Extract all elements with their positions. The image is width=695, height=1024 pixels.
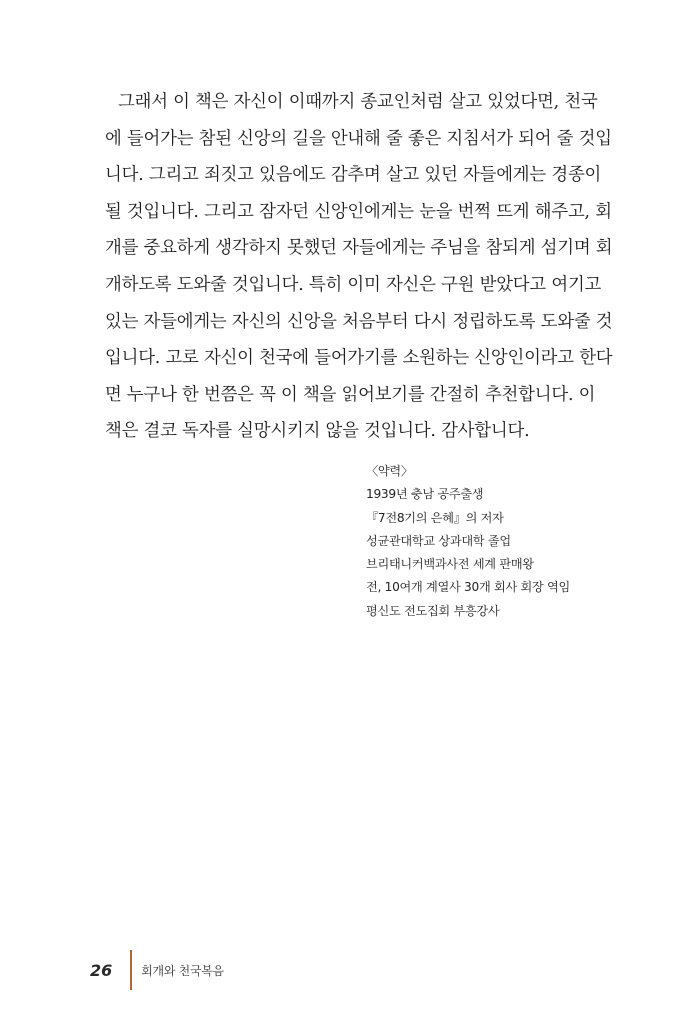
paragraph-line: 개하도록 도와줄 것입니다. 특히 이미 자신은 구원 받았다고 여기고 xyxy=(105,274,602,295)
paragraph-line: 니다. 그리고 죄짓고 있음에도 감추며 살고 있던 자들에게는 경종이 xyxy=(105,165,602,186)
profile-item: 전, 10여개 계열사 30개 회사 회장 역임 xyxy=(366,580,570,595)
profile-item: 1939년 충남 공주출생 xyxy=(366,487,484,502)
paragraph-line: 에 들어가는 참된 신앙의 길을 안내해 줄 좋은 지침서가 되어 줄 것입 xyxy=(105,128,612,149)
paragraph-line: 면 누구나 한 번쯤은 꼭 이 책을 읽어보기를 간절히 추천합니다. 이 xyxy=(105,384,596,405)
body-paragraph xyxy=(105,84,613,450)
profile-heading: 〈약력〉 xyxy=(366,464,413,478)
paragraph-line: 개를 중요하게 생각하지 못했던 자들에게는 주님을 참되게 섬기며 회 xyxy=(105,238,613,259)
paragraph-line: 있는 자들에게는 자신의 신앙을 처음부터 다시 정립하도록 도와줄 것 xyxy=(105,311,613,332)
paragraph-line: 입니다. 고로 자신이 천국에 들어가기를 소원하는 신앙인이라고 한다 xyxy=(105,348,613,369)
page-number: 26 xyxy=(90,960,113,980)
author-profile xyxy=(366,460,570,623)
profile-item: 평신도 전도집회 부흥강사 xyxy=(366,603,500,618)
paragraph-line: 그래서 이 책은 자신이 이때까지 종교인처럼 살고 있었다면, 천국 xyxy=(118,92,598,112)
profile-item: 브리태니커백과사전 세계 판매왕 xyxy=(366,557,534,572)
profile-item: 『7전8기의 은혜』의 저자 xyxy=(366,510,504,525)
profile-item: 성균관대학교 상과대학 졸업 xyxy=(366,533,511,548)
paragraph-line: 될 것입니다. 그리고 잠자던 신앙인에게는 눈을 번쩍 뜨게 해주고, 회 xyxy=(105,201,612,222)
paragraph-line: 책은 결코 독자를 실망시키지 않을 것입니다. 감사합니다. xyxy=(105,421,530,442)
page-footer xyxy=(90,950,224,990)
running-title: 회개와 천국복음 xyxy=(141,963,224,978)
footer-divider xyxy=(130,950,132,990)
